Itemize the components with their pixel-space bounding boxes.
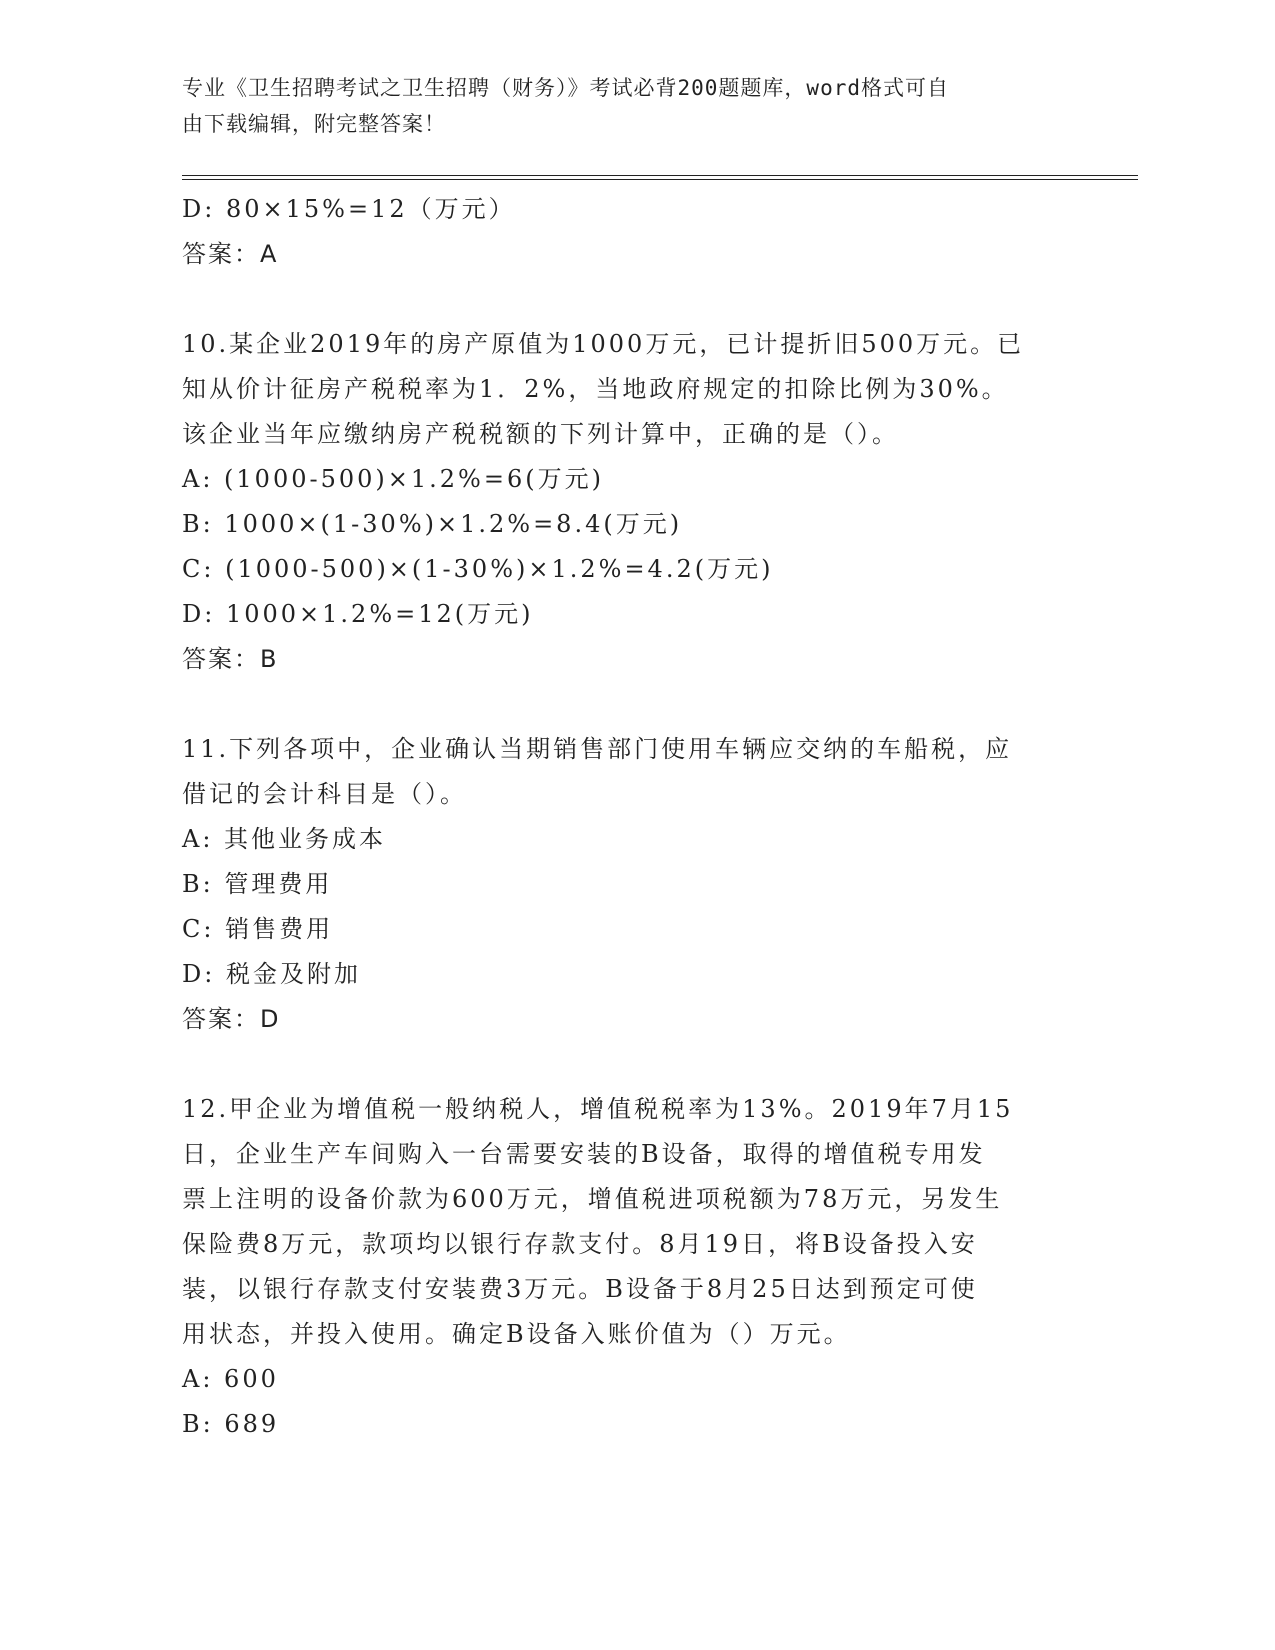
- header-line-1: 专业《卫生招聘考试之卫生招聘（财务）》考试必背200题题库，word格式可自: [182, 76, 949, 100]
- question-line: 11.下列各项中，企业确认当期销售部门使用车辆应交纳的车船税，应: [182, 735, 1013, 763]
- document-body: [182, 187, 1062, 1447]
- question-line: 装，以银行存款支付安装费3万元。B设备于8月25日达到预定可使: [182, 1275, 978, 1303]
- question-11-option-a: A: 其他业务成本: [182, 825, 387, 853]
- prev-option-d: D: 80×15%=12（万元）: [182, 195, 516, 223]
- question-12-text: [182, 1087, 1062, 1357]
- question-line: 借记的会计科目是（）。: [182, 780, 467, 808]
- question-10-option-d: D: 1000×1.2%=12(万元): [182, 600, 534, 628]
- spacer: [182, 682, 1062, 727]
- prev-answer: 答案：A: [182, 240, 279, 268]
- question-line: 知从价计征房产税税率为1．2%，当地政府规定的扣除比例为30%。: [182, 375, 1009, 403]
- question-line: 12.甲企业为增值税一般纳税人，增值税税率为13%。2019年7月15: [182, 1095, 1014, 1123]
- question-line: 用状态，并投入使用。确定B设备入账价值为（）万元。: [182, 1320, 851, 1348]
- question-11-text: [182, 727, 1062, 817]
- spacer: [182, 1042, 1062, 1087]
- question-line: 票上注明的设备价款为600万元，增值税进项税额为78万元，另发生: [182, 1185, 1003, 1213]
- question-11-option-d: D: 税金及附加: [182, 960, 361, 988]
- spacer: [182, 277, 1062, 322]
- question-10-text: [182, 322, 1062, 457]
- question-12-option-b: B: 689: [182, 1410, 280, 1438]
- document-header: [182, 70, 1042, 142]
- question-11-answer: 答案：D: [182, 1005, 281, 1033]
- question-10-answer: 答案：B: [182, 645, 279, 673]
- question-11-option-b: B: 管理费用: [182, 870, 333, 898]
- question-10-option-a: A: (1000-500)×1.2%=6(万元): [182, 465, 604, 493]
- question-10-option-c: C: (1000-500)×(1-30%)×1.2%=4.2(万元): [182, 555, 774, 583]
- header-line-2: 由下载编辑，附完整答案！: [182, 112, 446, 136]
- question-line: 10.某企业2019年的房产原值为1000万元，已计提折旧500万元。已: [182, 330, 1025, 358]
- question-line: 该企业当年应缴纳房产税税额的下列计算中，正确的是（）。: [182, 420, 899, 448]
- question-11-option-c: C: 销售费用: [182, 915, 334, 943]
- question-line: 日，企业生产车间购入一台需要安装的B设备，取得的增值税专用发: [182, 1140, 986, 1168]
- header-divider: [182, 175, 1138, 180]
- question-line: 保险费8万元，款项均以银行存款支付。8月19日，将B设备投入安: [182, 1230, 978, 1258]
- question-12-option-a: A: 600: [182, 1365, 279, 1393]
- question-10-option-b: B: 1000×(1-30%)×1.2%=8.4(万元): [182, 510, 683, 538]
